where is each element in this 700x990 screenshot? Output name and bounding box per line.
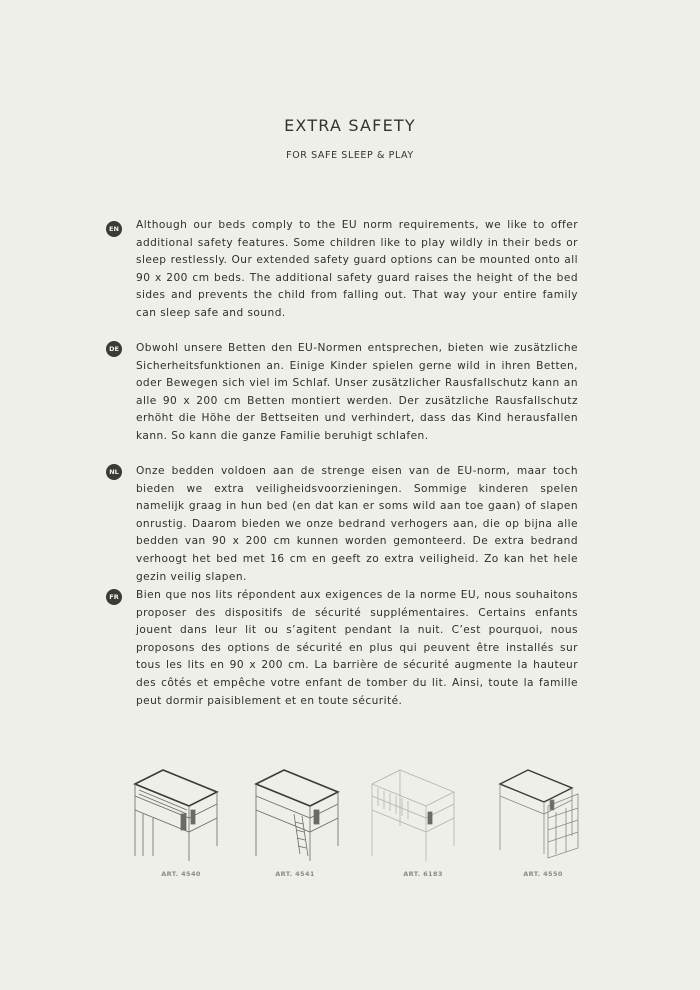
language-badge-fr: FR	[106, 589, 122, 605]
product-code: ART. 6183	[403, 870, 443, 878]
high-bed-light-outline-illustration	[370, 766, 460, 861]
section-text-fr: Bien que nos lits répondent aux exigences de la norme EU, nous souhaitons proposer des dispositifs de sécurité supplémentaires. Certains enfants jouent dans leur lit ou s’agitent pendant la nuit. C’est pourquoi, nous proposons des options de sécurité en plus qui peuvent être installés sur tous les lits en 90 x 200 cm. La barrière de sécurité augmente la hauteur des côtés et empêche votre enfant de tomber du lit. Ainsi, toute la famille peut dormir paisiblement et en toute sécurité.	[136, 589, 578, 707]
section-text-de: Obwohl unsere Betten den EU-Normen entsprechen, bieten wie zusätzliche Sicherheitsfunktionen an. Einige Kinder spielen gerne wild in ihren Betten, oder Bewegen sich viel im Schlaf. Unser zusätzlicher Rausfallschutz kann an alle 90 x 200 cm Betten montiert werden. Der zusätzliche Rausfallschutz erhöht die Höhe der Bettseiten und verhindert, dass das Kind herausfallen kann. So kann die ganze Familie beruhigt schlafen.	[136, 342, 578, 442]
language-badge-nl: NL	[106, 464, 122, 480]
product-code: ART. 4550	[523, 870, 563, 878]
loft-bed-with-ladder-and-safety-guard-illustration	[254, 766, 344, 861]
loft-bed-with-stairs-illustration	[498, 766, 588, 861]
section-text-en: Although our beds comply to the EU norm requirements, we like to offer additional safety features. Some children like to play wildly in their beds or sleep restlessly. Our extended safety guard options can be mounted onto all 90 x 200 cm beds. The additional safety guard raises the height of the bed sides and prevents the child from falling out. That way your entire family can sleep safe and sound.	[136, 219, 578, 319]
loft-bed-with-safety-guard-illustration	[133, 766, 223, 861]
product-code: ART. 4541	[275, 870, 315, 878]
section-nl	[106, 463, 578, 586]
section-de	[106, 340, 578, 446]
page-title: EXTRA SAFETY	[284, 116, 416, 135]
section-en	[106, 217, 578, 323]
language-badge-en: EN	[106, 221, 122, 237]
product-code: ART. 4540	[161, 870, 201, 878]
language-badge-de: DE	[106, 341, 122, 357]
section-text-nl: Onze bedden voldoen aan de strenge eisen van de EU-norm, maar toch bieden we extra veiligheidsvoorzieningen. Sommige kinderen spelen namelijk graag in hun bed (en dat kan er soms wild aan toe gaan) of slapen onrustig. Daarom bieden we onze bedrand verhogers aan, die op bijna alle bedden van 90 x 200 cm kunnen worden gemonteerd. De extra bedrand verhoogt het bed met 16 cm en geeft zo extra veiligheid. Zo kan het hele gezin veilig slapen.	[136, 465, 578, 583]
page-subtitle: FOR SAFE SLEEP & PLAY	[286, 150, 414, 161]
section-fr	[106, 587, 578, 710]
